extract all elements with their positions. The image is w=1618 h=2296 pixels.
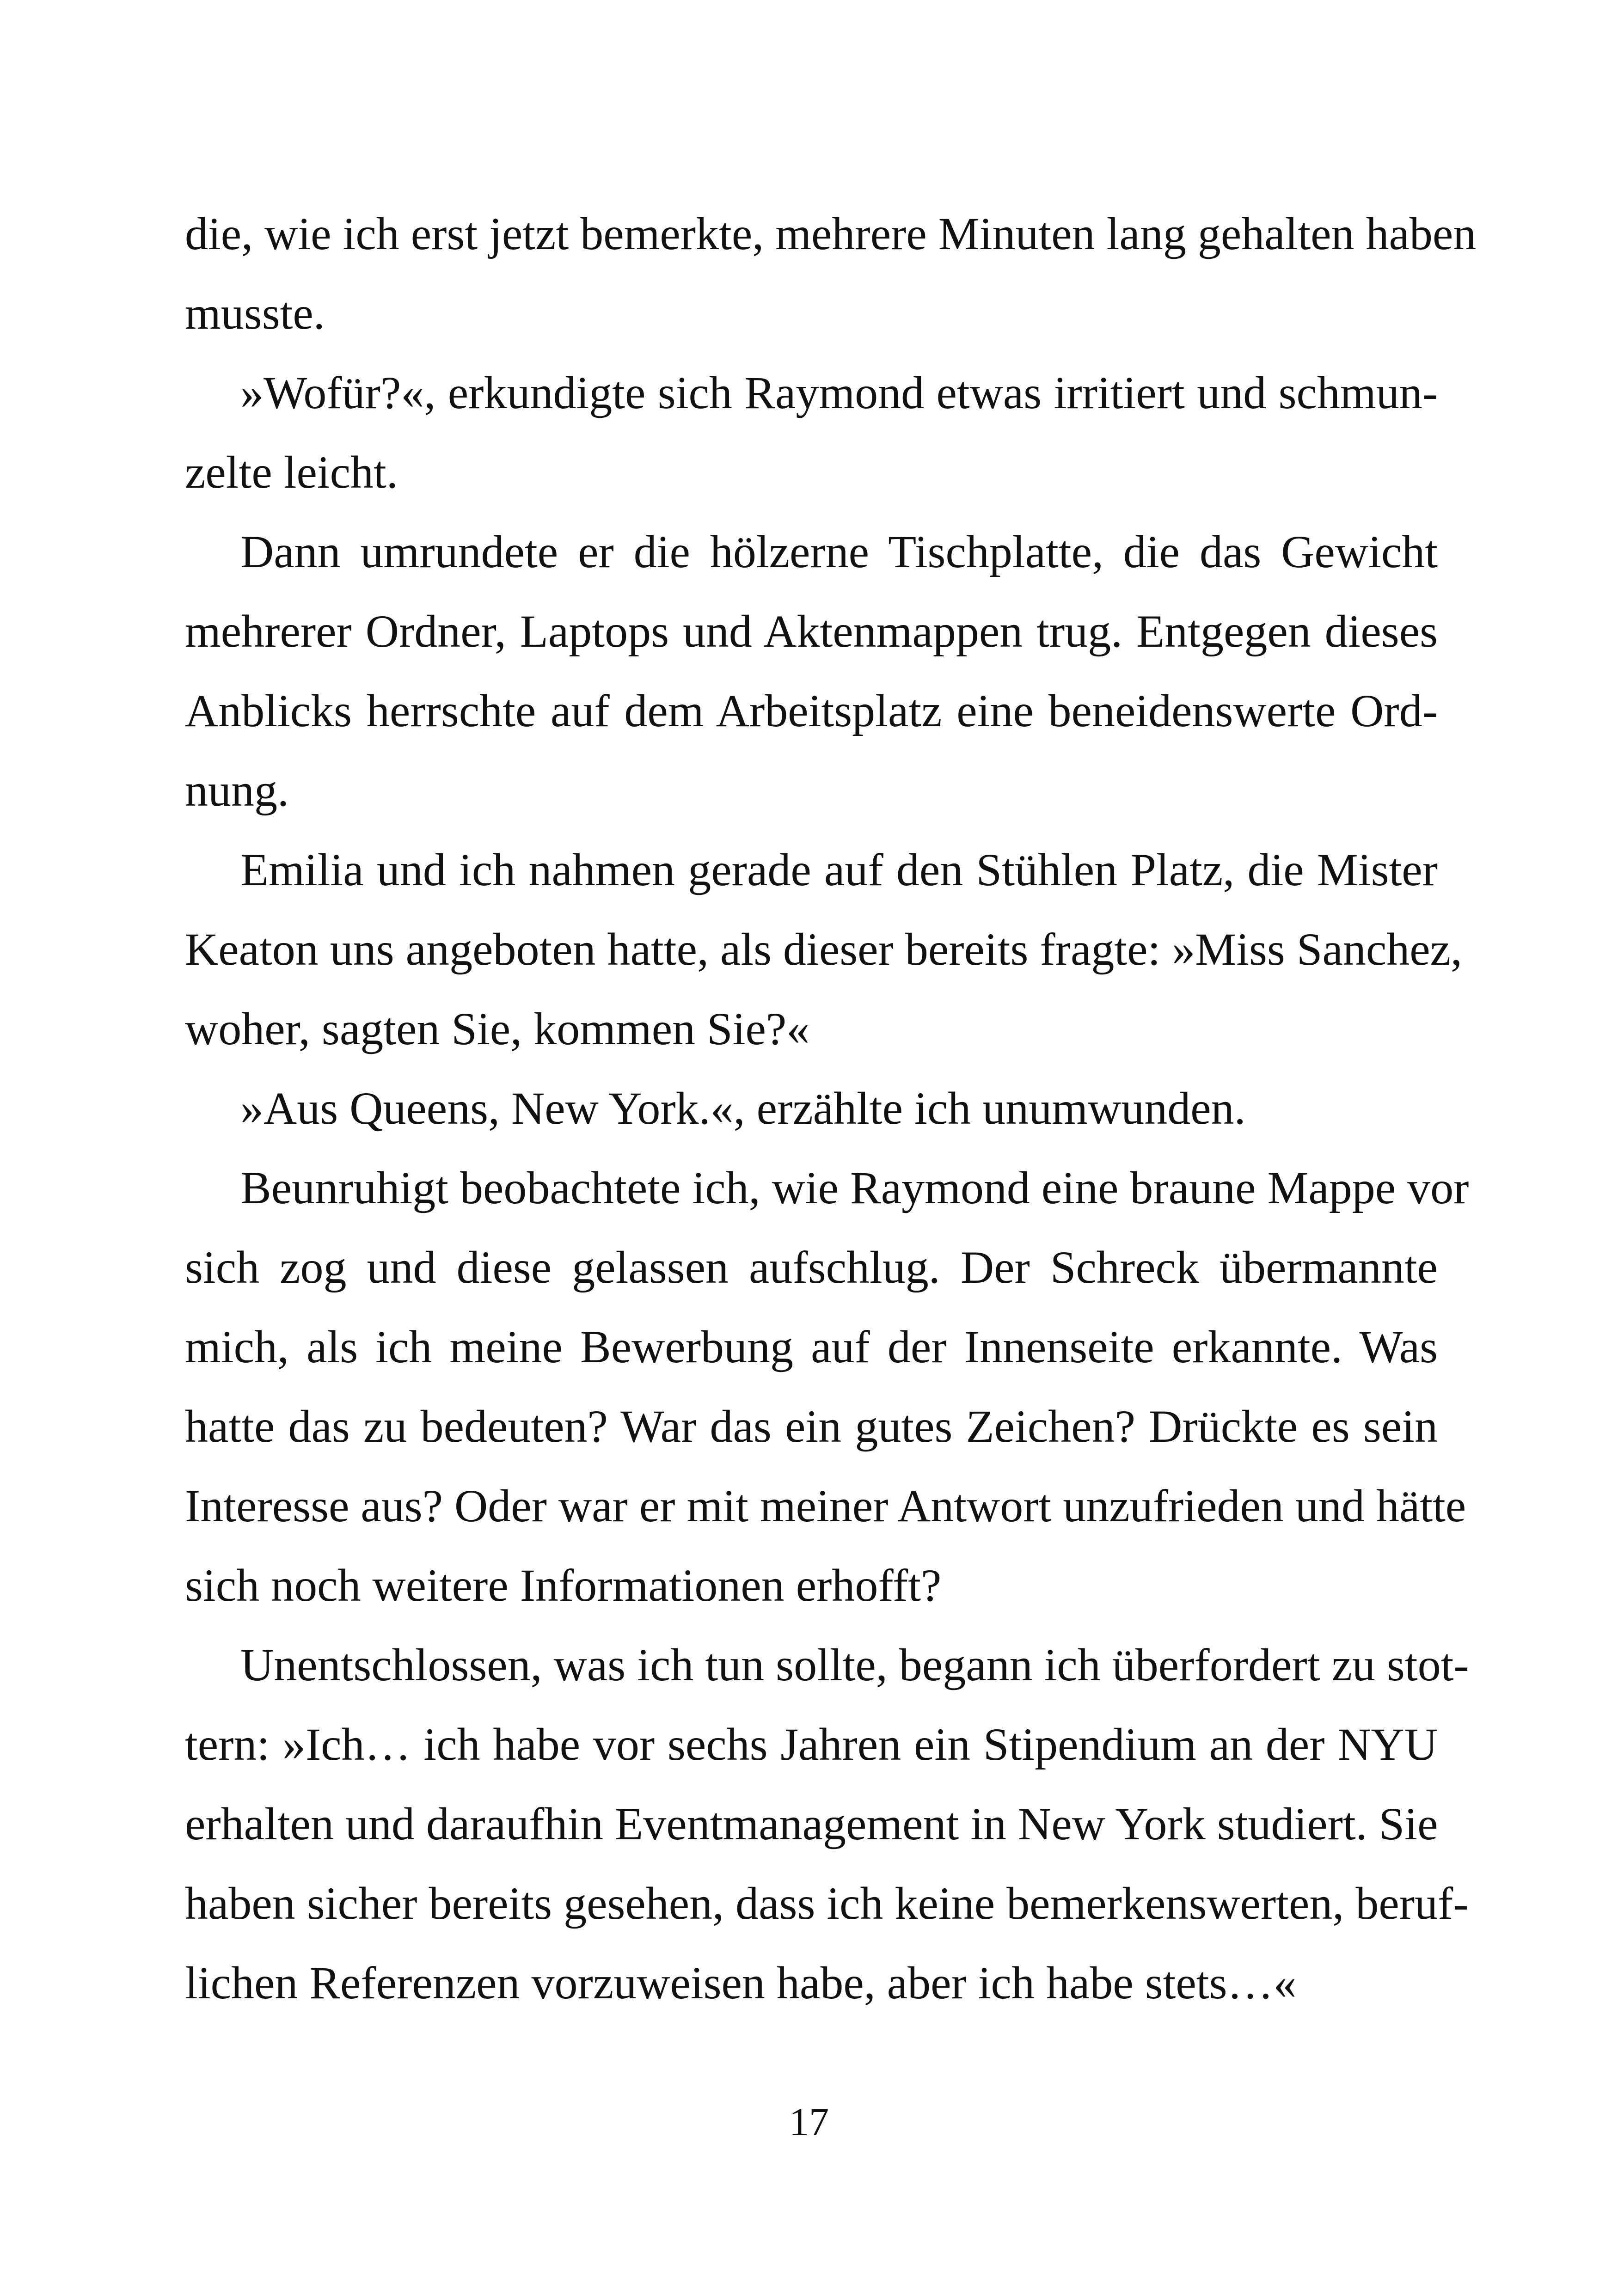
text-line: mehrerer Ordner, Laptops und Aktenmappen trug. Entgegen dieses (185, 606, 1438, 657)
text-line: nung. (185, 765, 289, 816)
text-line: Anblicks herrschte auf dem Arbeitsplatz eine beneidenswerte Ord- (185, 685, 1438, 736)
text-line: mich, als ich meine Bewerbung auf der Innenseite erkannte. Was (185, 1321, 1438, 1372)
text-line: Beunruhigt beobachtete ich, wie Raymond eine braune Mappe vor (240, 1162, 1469, 1213)
text-line: Emilia und ich nahmen gerade auf den Stühlen Platz, die Mister (240, 844, 1438, 895)
text-line: haben sicher bereits gesehen, dass ich keine bemerkenswerten, beruf- (185, 1878, 1469, 1929)
text-line: musste. (185, 288, 325, 339)
page-number: 17 (789, 2100, 829, 2144)
text-line: lichen Referenzen vorzuweisen habe, aber ich habe stets…« (185, 1957, 1297, 2008)
text-line: »Aus Queens, New York.«, erzählte ich unumwunden. (240, 1083, 1246, 1134)
text-line: Unentschlossen, was ich tun sollte, begann ich überfordert zu stot- (240, 1639, 1469, 1690)
text-line: die, wie ich erst jetzt bemerkte, mehrere Minuten lang gehalten haben (185, 208, 1477, 259)
text-line: zelte leicht. (185, 447, 398, 498)
text-line: woher, sagten Sie, kommen Sie?« (185, 1003, 810, 1054)
text-line: sich noch weitere Informationen erhofft? (185, 1560, 942, 1611)
body-text (185, 194, 1477, 2023)
text-line: sich zog und diese gelassen aufschlug. Der Schreck übermannte (185, 1242, 1438, 1293)
text-line: Keaton uns angeboten hatte, als dieser bereits fragte: »Miss Sanchez, (185, 924, 1462, 975)
text-line: »Wofür?«, erkundigte sich Raymond etwas irritiert und schmun- (240, 367, 1438, 418)
text-line: erhalten und daraufhin Eventmanagement in New York studiert. Sie (185, 1798, 1438, 1849)
text-line: hatte das zu bedeuten? War das ein gutes Zeichen? Drückte es sein (185, 1401, 1438, 1452)
text-line: Interesse aus? Oder war er mit meiner Antwort unzufrieden und hätte (185, 1480, 1466, 1531)
text-line: tern: »Ich… ich habe vor sechs Jahren ein Stipendium an der NYU (185, 1719, 1438, 1770)
text-line: Dann umrundete er die hölzerne Tischplatte, die das Gewicht (240, 526, 1438, 577)
